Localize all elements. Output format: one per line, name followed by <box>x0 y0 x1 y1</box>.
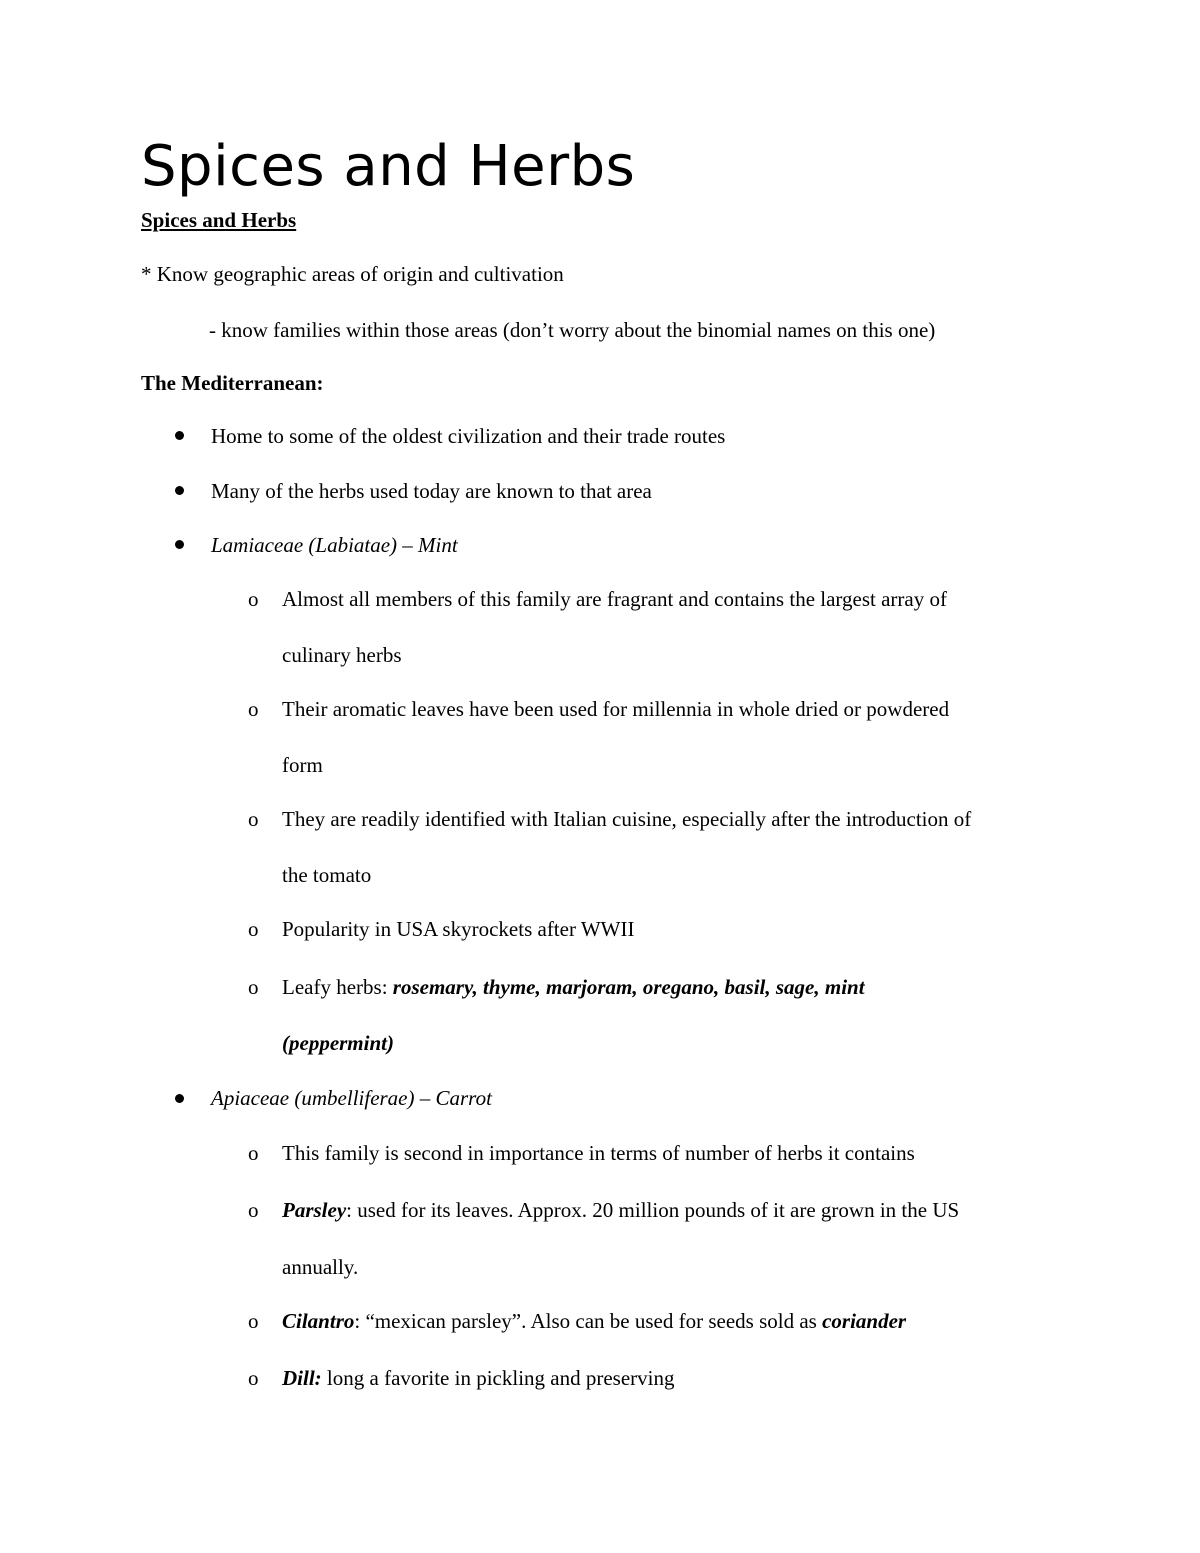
parsley-term: Parsley <box>282 1198 347 1222</box>
bullet-dot-icon <box>175 431 184 440</box>
sub-item: This family is second in importance in terms of number of herbs it contains <box>282 1141 915 1165</box>
sub-bullet-marker: o <box>248 1309 259 1333</box>
leafy-herbs-label: Leafy herbs: <box>282 975 393 999</box>
sub-item: They are readily identified with Italian cuisine, especially after the introduction of <box>282 807 972 831</box>
leafy-herbs-list: rosemary, thyme, marjoram, oregano, basil, sage, mint <box>392 975 865 999</box>
sub-bullet-marker: o <box>248 697 259 721</box>
sub-item-continuation: annually. <box>282 1255 359 1279</box>
parsley-description: : used for its leaves. Approx. 20 million pounds of it are grown in the US <box>346 1198 960 1222</box>
bullet-item: Many of the herbs used today are known to that area <box>211 479 652 503</box>
sub-item: Popularity in USA skyrockets after WWII <box>282 917 635 941</box>
sub-item-continuation: the tomato <box>282 863 372 887</box>
sub-bullet-marker: o <box>248 1366 259 1390</box>
note-line: * Know geographic areas of origin and cultivation <box>141 262 564 286</box>
subtitle: Spices and Herbs <box>141 208 297 232</box>
cilantro-term: Cilantro <box>282 1309 355 1333</box>
sub-bullet-marker: o <box>248 1198 259 1222</box>
sub-item-dill <box>282 1365 675 1391</box>
sub-item: Almost all members of this family are fragrant and contains the largest array of <box>282 587 947 611</box>
bullet-item-family: Lamiaceae (Labiatae) – Mint <box>211 533 458 557</box>
coriander-term: coriander <box>822 1309 907 1333</box>
dill-description: long a favorite in pickling and preserving <box>321 1366 675 1390</box>
sub-bullet-marker: o <box>248 1141 259 1165</box>
section-heading: The Mediterranean: <box>141 371 324 395</box>
dill-term: Dill: <box>282 1366 322 1390</box>
sub-item-continuation: culinary herbs <box>282 643 402 667</box>
sub-item-cilantro <box>282 1308 906 1334</box>
subnote-line: - know families within those areas (don’t worry about the binomial names on this one) <box>209 318 936 342</box>
cilantro-description: : “mexican parsley”. Also can be used for seeds sold as <box>354 1309 823 1333</box>
sub-bullet-marker: o <box>248 975 259 999</box>
sub-bullet-marker: o <box>248 807 259 831</box>
sub-item-parsley <box>282 1197 959 1223</box>
bullet-dot-icon <box>175 540 184 549</box>
sub-bullet-marker: o <box>248 917 259 941</box>
sub-item-continuation: (peppermint) <box>282 1031 394 1055</box>
bullet-dot-icon <box>175 1094 184 1103</box>
sub-item-continuation: form <box>282 753 323 777</box>
bullet-item: Home to some of the oldest civilization and their trade routes <box>211 424 726 448</box>
bullet-dot-icon <box>175 486 184 495</box>
sub-bullet-marker: o <box>248 587 259 611</box>
bullet-item-family: Apiaceae (umbelliferae) – Carrot <box>211 1086 492 1110</box>
sub-item-leafy-herbs <box>282 974 865 1000</box>
sub-item: Their aromatic leaves have been used for millennia in whole dried or powdered <box>282 697 950 721</box>
page-title: Spices and Herbs <box>141 134 636 199</box>
